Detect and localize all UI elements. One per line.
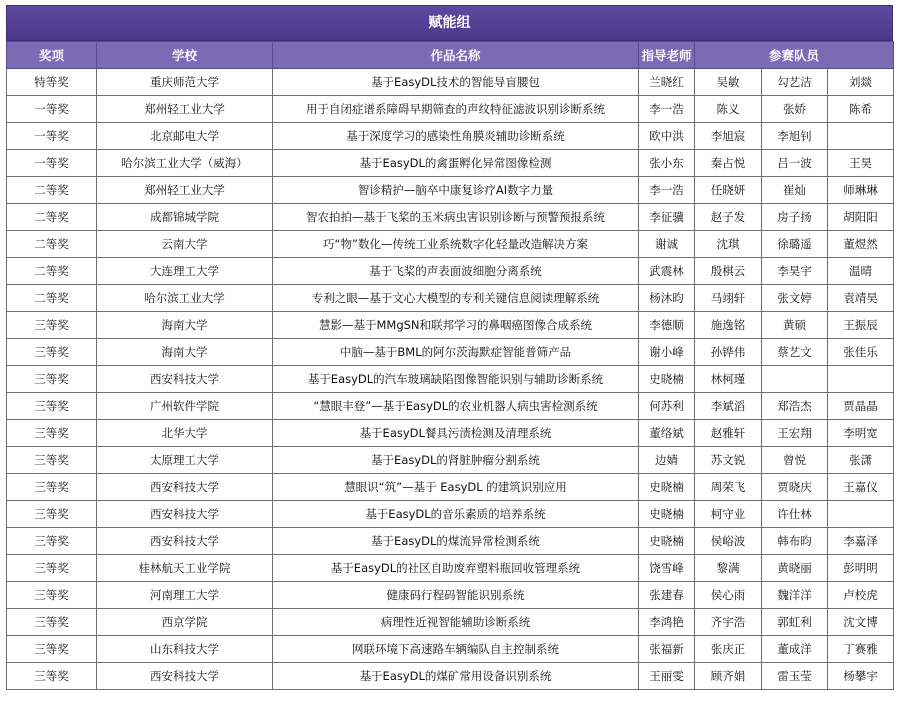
member-cell: 柯守业 bbox=[695, 501, 762, 528]
school-cell: 北华大学 bbox=[97, 420, 273, 447]
member-cell: 张潇 bbox=[828, 447, 894, 474]
header-row bbox=[7, 42, 894, 69]
award-cell: 二等奖 bbox=[7, 204, 97, 231]
member-cell: 徐璐遥 bbox=[762, 231, 828, 258]
member-cell: 房子扬 bbox=[762, 204, 828, 231]
work-title-cell: 基于深度学习的感染性角膜炎辅助诊断系统 bbox=[273, 123, 639, 150]
member-cell: 赵雅轩 bbox=[695, 420, 762, 447]
member-cell: 黄晓丽 bbox=[762, 555, 828, 582]
table-row bbox=[7, 663, 894, 690]
award-cell: 三等奖 bbox=[7, 501, 97, 528]
school-cell: 郑州轻工业大学 bbox=[97, 177, 273, 204]
school-cell: 海南大学 bbox=[97, 339, 273, 366]
advisor-cell: 何苏利 bbox=[639, 393, 695, 420]
table-row bbox=[7, 312, 894, 339]
member-cell: 师琳琳 bbox=[828, 177, 894, 204]
work-title-cell: 基于EasyDL的禽蛋孵化异常图像检测 bbox=[273, 150, 639, 177]
table-row bbox=[7, 69, 894, 96]
member-cell bbox=[828, 123, 894, 150]
work-title-cell: 健康码行程码智能识别系统 bbox=[273, 582, 639, 609]
school-cell: 西京学院 bbox=[97, 609, 273, 636]
advisor-cell: 兰晓红 bbox=[639, 69, 695, 96]
table-row bbox=[7, 420, 894, 447]
member-cell: 李明宽 bbox=[828, 420, 894, 447]
member-cell: 李斌滔 bbox=[695, 393, 762, 420]
table-row bbox=[7, 393, 894, 420]
member-cell bbox=[828, 366, 894, 393]
member-cell: 吴敏 bbox=[695, 69, 762, 96]
table-row bbox=[7, 447, 894, 474]
member-cell: 张文婷 bbox=[762, 285, 828, 312]
member-cell: 贾晓庆 bbox=[762, 474, 828, 501]
school-cell: 太原理工大学 bbox=[97, 447, 273, 474]
school-cell: 西安科技大学 bbox=[97, 474, 273, 501]
member-cell: 沈文博 bbox=[828, 609, 894, 636]
member-cell: 王宏翔 bbox=[762, 420, 828, 447]
advisor-cell: 史晓楠 bbox=[639, 366, 695, 393]
table-row bbox=[7, 258, 894, 285]
work-title-cell: 中脑—基于BML的阿尔茨海默症智能普筛产品 bbox=[273, 339, 639, 366]
member-cell: 沈琪 bbox=[695, 231, 762, 258]
work-title-cell: “慧眼丰登”—基于EasyDL的农业机器人病虫害检测系统 bbox=[273, 393, 639, 420]
advisor-cell: 谢小峰 bbox=[639, 339, 695, 366]
member-cell: 丁赛雅 bbox=[828, 636, 894, 663]
member-cell: 苏文锐 bbox=[695, 447, 762, 474]
member-cell: 郭虹利 bbox=[762, 609, 828, 636]
school-cell: 西安科技大学 bbox=[97, 366, 273, 393]
award-cell: 三等奖 bbox=[7, 474, 97, 501]
advisor-cell: 边婧 bbox=[639, 447, 695, 474]
member-cell bbox=[762, 366, 828, 393]
member-cell: 曾悦 bbox=[762, 447, 828, 474]
work-title-cell: 智农拍拍—基于飞桨的玉米病虫害识别诊断与预警预报系统 bbox=[273, 204, 639, 231]
work-title-cell: 网联环境下高速路车辆编队自主控制系统 bbox=[273, 636, 639, 663]
school-cell: 西安科技大学 bbox=[97, 663, 273, 690]
school-cell: 桂林航天工业学院 bbox=[97, 555, 273, 582]
award-cell: 二等奖 bbox=[7, 258, 97, 285]
advisor-cell: 王丽雯 bbox=[639, 663, 695, 690]
member-cell: 彭明明 bbox=[828, 555, 894, 582]
school-cell: 大连理工大学 bbox=[97, 258, 273, 285]
member-cell: 马翊轩 bbox=[695, 285, 762, 312]
member-cell: 刘燚 bbox=[828, 69, 894, 96]
award-cell: 三等奖 bbox=[7, 636, 97, 663]
table-row bbox=[7, 501, 894, 528]
member-cell: 秦占悦 bbox=[695, 150, 762, 177]
advisor-cell: 张福新 bbox=[639, 636, 695, 663]
advisor-cell: 史晓楠 bbox=[639, 528, 695, 555]
awards-table-container bbox=[6, 5, 893, 690]
member-cell: 王嘉仪 bbox=[828, 474, 894, 501]
advisor-cell: 张小东 bbox=[639, 150, 695, 177]
member-cell: 赵子发 bbox=[695, 204, 762, 231]
member-cell: 施逸铭 bbox=[695, 312, 762, 339]
work-title-cell: 基于飞桨的声表面波细胞分离系统 bbox=[273, 258, 639, 285]
work-title-cell: 基于EasyDL的煤矿常用设备识别系统 bbox=[273, 663, 639, 690]
school-cell: 成都锦城学院 bbox=[97, 204, 273, 231]
award-cell: 三等奖 bbox=[7, 312, 97, 339]
header-work: 作品名称 bbox=[273, 42, 639, 69]
work-title-cell: 基于EasyDL技术的智能导盲腰包 bbox=[273, 69, 639, 96]
member-cell: 王振辰 bbox=[828, 312, 894, 339]
member-cell: 周荣飞 bbox=[695, 474, 762, 501]
table-row bbox=[7, 528, 894, 555]
work-title-cell: 基于EasyDL的汽车玻璃缺陷图像智能识别与辅助诊断系统 bbox=[273, 366, 639, 393]
advisor-cell: 欧中洪 bbox=[639, 123, 695, 150]
award-cell: 一等奖 bbox=[7, 150, 97, 177]
award-cell: 特等奖 bbox=[7, 69, 97, 96]
table-row bbox=[7, 123, 894, 150]
member-cell: 侯心雨 bbox=[695, 582, 762, 609]
table-row bbox=[7, 285, 894, 312]
member-cell: 黄硕 bbox=[762, 312, 828, 339]
advisor-cell: 饶雪峰 bbox=[639, 555, 695, 582]
member-cell: 殷棋云 bbox=[695, 258, 762, 285]
school-cell: 哈尔滨工业大学（威海） bbox=[97, 150, 273, 177]
member-cell: 雷玉莹 bbox=[762, 663, 828, 690]
member-cell: 胡阳阳 bbox=[828, 204, 894, 231]
work-title-cell: 巧“物”数化—传统工业系统数字化轻量改造解决方案 bbox=[273, 231, 639, 258]
award-cell: 三等奖 bbox=[7, 420, 97, 447]
award-cell: 二等奖 bbox=[7, 231, 97, 258]
work-title-cell: 基于EasyDL的煤流异常检测系统 bbox=[273, 528, 639, 555]
member-cell: 韩布昀 bbox=[762, 528, 828, 555]
member-cell: 董成洋 bbox=[762, 636, 828, 663]
award-cell: 三等奖 bbox=[7, 366, 97, 393]
school-cell: 北京邮电大学 bbox=[97, 123, 273, 150]
member-cell: 崔灿 bbox=[762, 177, 828, 204]
school-cell: 重庆师范大学 bbox=[97, 69, 273, 96]
award-cell: 二等奖 bbox=[7, 285, 97, 312]
member-cell: 勾艺洁 bbox=[762, 69, 828, 96]
member-cell: 黎满 bbox=[695, 555, 762, 582]
member-cell: 张佳乐 bbox=[828, 339, 894, 366]
member-cell: 李嘉泽 bbox=[828, 528, 894, 555]
table-row bbox=[7, 609, 894, 636]
member-cell: 吕一波 bbox=[762, 150, 828, 177]
work-title-cell: 基于EasyDL的音乐素质的培养系统 bbox=[273, 501, 639, 528]
group-title: 赋能组 bbox=[6, 5, 893, 41]
school-cell: 广州软件学院 bbox=[97, 393, 273, 420]
member-cell: 杨攀宇 bbox=[828, 663, 894, 690]
member-cell: 齐宇浩 bbox=[695, 609, 762, 636]
advisor-cell: 史晓楠 bbox=[639, 474, 695, 501]
school-cell: 海南大学 bbox=[97, 312, 273, 339]
member-cell: 张娇 bbox=[762, 96, 828, 123]
award-cell: 三等奖 bbox=[7, 609, 97, 636]
member-cell: 李昊宇 bbox=[762, 258, 828, 285]
table-row bbox=[7, 555, 894, 582]
member-cell: 陈义 bbox=[695, 96, 762, 123]
award-cell: 三等奖 bbox=[7, 393, 97, 420]
advisor-cell: 李鸿艳 bbox=[639, 609, 695, 636]
advisor-cell: 李德顺 bbox=[639, 312, 695, 339]
work-title-cell: 病理性近视智能辅助诊断系统 bbox=[273, 609, 639, 636]
work-title-cell: 智诊精护—脑卒中康复诊疗AI数字力量 bbox=[273, 177, 639, 204]
advisor-cell: 谢诚 bbox=[639, 231, 695, 258]
school-cell: 郑州轻工业大学 bbox=[97, 96, 273, 123]
work-title-cell: 慧眼识“筑”—基于 EasyDL 的建筑识别应用 bbox=[273, 474, 639, 501]
advisor-cell: 董络斌 bbox=[639, 420, 695, 447]
member-cell: 李旭宸 bbox=[695, 123, 762, 150]
table-row bbox=[7, 339, 894, 366]
work-title-cell: 基于EasyDL餐具污渍检测及清理系统 bbox=[273, 420, 639, 447]
member-cell: 顾齐娟 bbox=[695, 663, 762, 690]
award-cell: 三等奖 bbox=[7, 339, 97, 366]
award-cell: 三等奖 bbox=[7, 528, 97, 555]
work-title-cell: 基于EasyDL的肾脏肿瘤分割系统 bbox=[273, 447, 639, 474]
work-title-cell: 基于EasyDL的社区自助废弃塑料瓶回收管理系统 bbox=[273, 555, 639, 582]
award-cell: 三等奖 bbox=[7, 582, 97, 609]
member-cell: 贾晶晶 bbox=[828, 393, 894, 420]
header-school: 学校 bbox=[97, 42, 273, 69]
table-row bbox=[7, 582, 894, 609]
member-cell: 孙铧伟 bbox=[695, 339, 762, 366]
table-row bbox=[7, 204, 894, 231]
member-cell: 王昊 bbox=[828, 150, 894, 177]
table-row bbox=[7, 96, 894, 123]
advisor-cell: 李一浩 bbox=[639, 96, 695, 123]
table-row bbox=[7, 474, 894, 501]
header-advisor: 指导老师 bbox=[639, 42, 695, 69]
school-cell: 云南大学 bbox=[97, 231, 273, 258]
work-title-cell: 专利之眼—基于文心大模型的专利关键信息阅读理解系统 bbox=[273, 285, 639, 312]
member-cell: 陈希 bbox=[828, 96, 894, 123]
school-cell: 河南理工大学 bbox=[97, 582, 273, 609]
member-cell: 侯峪波 bbox=[695, 528, 762, 555]
member-cell bbox=[828, 501, 894, 528]
advisor-cell: 杨沐昀 bbox=[639, 285, 695, 312]
header-award: 奖项 bbox=[7, 42, 97, 69]
table-row bbox=[7, 231, 894, 258]
member-cell: 卢校虎 bbox=[828, 582, 894, 609]
table-row bbox=[7, 177, 894, 204]
member-cell: 魏洋洋 bbox=[762, 582, 828, 609]
work-title-cell: 用于自闭症谱系障碍早期筛查的声纹特征滤波识别诊断系统 bbox=[273, 96, 639, 123]
table-row bbox=[7, 150, 894, 177]
award-cell: 三等奖 bbox=[7, 663, 97, 690]
member-cell: 林柯瑾 bbox=[695, 366, 762, 393]
member-cell: 袁靖昊 bbox=[828, 285, 894, 312]
school-cell: 哈尔滨工业大学 bbox=[97, 285, 273, 312]
award-cell: 三等奖 bbox=[7, 555, 97, 582]
table-row bbox=[7, 366, 894, 393]
member-cell: 任晓妍 bbox=[695, 177, 762, 204]
table-row bbox=[7, 636, 894, 663]
advisor-cell: 张建春 bbox=[639, 582, 695, 609]
award-cell: 一等奖 bbox=[7, 123, 97, 150]
school-cell: 西安科技大学 bbox=[97, 528, 273, 555]
awards-table bbox=[6, 41, 894, 690]
member-cell: 李旭钊 bbox=[762, 123, 828, 150]
member-cell: 张庆正 bbox=[695, 636, 762, 663]
member-cell: 许仕林 bbox=[762, 501, 828, 528]
award-cell: 二等奖 bbox=[7, 177, 97, 204]
advisor-cell: 李征骥 bbox=[639, 204, 695, 231]
member-cell: 董煜然 bbox=[828, 231, 894, 258]
member-cell: 蔡艺文 bbox=[762, 339, 828, 366]
advisor-cell: 武震林 bbox=[639, 258, 695, 285]
advisor-cell: 史晓楠 bbox=[639, 501, 695, 528]
school-cell: 西安科技大学 bbox=[97, 501, 273, 528]
advisor-cell: 李一浩 bbox=[639, 177, 695, 204]
header-members: 参赛队员 bbox=[695, 42, 894, 69]
work-title-cell: 慧影—基于MMgSN和联邦学习的鼻咽癌图像合成系统 bbox=[273, 312, 639, 339]
award-cell: 三等奖 bbox=[7, 447, 97, 474]
member-cell: 温晴 bbox=[828, 258, 894, 285]
school-cell: 山东科技大学 bbox=[97, 636, 273, 663]
member-cell: 郑浩杰 bbox=[762, 393, 828, 420]
award-cell: 一等奖 bbox=[7, 96, 97, 123]
